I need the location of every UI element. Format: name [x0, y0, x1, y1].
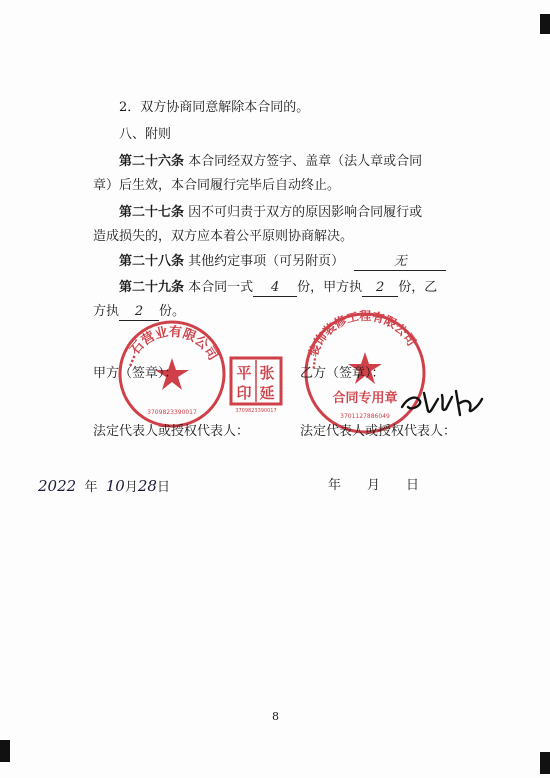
clause-28-text: 其他约定事项（可另附页）: [188, 254, 345, 269]
scan-corner-mark-top-right: [540, 14, 550, 34]
clause-26-text-1: 本合同经双方签字、盖章（法人章或合同: [188, 154, 423, 169]
personal-seal-char-1: 张: [259, 364, 275, 382]
personal-seal-char-2: 平: [236, 364, 252, 382]
handwritten-signature: [398, 385, 486, 421]
clause-26-line-2: 章）后生效，本合同履行完毕后自动终止。: [93, 178, 341, 193]
date-a-month-handwritten: 10: [105, 477, 125, 495]
date-a-day-handwritten: 28: [137, 477, 157, 495]
party-a-date: [38, 478, 170, 496]
clause-29-text-b: 份，甲方执: [297, 280, 363, 295]
date-b-year-char: 年: [328, 478, 342, 493]
clause-29-text-a: 本合同一式: [188, 280, 254, 295]
clause-27-label: 第二十七条: [119, 205, 185, 220]
clause-29-label: 第二十九条: [119, 280, 185, 295]
party-a-seal-code: 3709823390017: [147, 409, 197, 416]
date-a-day-char: 日: [156, 480, 170, 495]
clause-27-line-2: 造成损失的，双方应本着公平原则协商解决。: [93, 229, 354, 244]
svg-text:…装饰装修工程有限公司: [304, 310, 419, 370]
scan-corner-mark-bottom-right: [540, 752, 550, 774]
party-b-sign-label: 乙方（签章）：: [300, 366, 385, 381]
party-b-seal-name: …装饰装修工程有限公司: [303, 310, 419, 370]
clause-29-text-e: 份。: [159, 304, 186, 319]
personal-seal-char-4: 印: [236, 384, 252, 402]
date-a-year-char: 年: [84, 480, 98, 495]
scan-corner-mark-bottom-left: [0, 740, 10, 762]
party-b-date: [328, 478, 419, 494]
personal-seal-code: 3709823390017: [235, 408, 277, 414]
clause-29-line-1: [119, 280, 437, 297]
date-a-year-handwritten: 2022: [38, 477, 77, 495]
date-a-month-char: 月: [124, 480, 138, 495]
clause-28-value: 无: [354, 254, 446, 271]
date-b-month-char: 月: [367, 478, 381, 493]
personal-seal-char-3: 延: [259, 384, 275, 402]
page-number: 8: [272, 710, 279, 723]
clause-26-label: 第二十六条: [119, 154, 185, 169]
party-b-representative-label: 法定代表人或授权代表人：: [300, 424, 457, 439]
clause-29-copies: 4: [253, 280, 297, 297]
party-b-seal-code: 3701127886049: [340, 413, 390, 420]
party-a-representative-label: 法定代表人或授权代表人：: [93, 424, 250, 439]
clause-item-2: 2．双方协商同意解除本合同的。: [119, 100, 310, 115]
party-b-seal-contract: 合同专用章: [332, 391, 398, 406]
clause-29-text-c: 份，乙: [398, 280, 438, 295]
section-8-heading: 八、附则: [119, 127, 172, 142]
party-a-sign-label: 甲方（签章）：: [93, 366, 178, 381]
clause-29-party-b-copies: 2: [119, 304, 159, 321]
clause-28-label: 第二十八条: [119, 254, 185, 269]
party-a-seal-name: …石营业有限公司: [120, 324, 221, 369]
clause-29-party-a-copies: 2: [362, 280, 398, 297]
personal-name-seal: [229, 356, 283, 414]
clause-27-line-1: [119, 205, 422, 221]
date-b-day-char: 日: [406, 478, 420, 493]
clause-28-line: [119, 254, 446, 271]
clause-29-text-d: 方执: [93, 304, 120, 319]
clause-27-text-1: 因不可归责于双方的原因影响合同履行或: [188, 205, 423, 220]
clause-26-line-1: [119, 154, 422, 170]
